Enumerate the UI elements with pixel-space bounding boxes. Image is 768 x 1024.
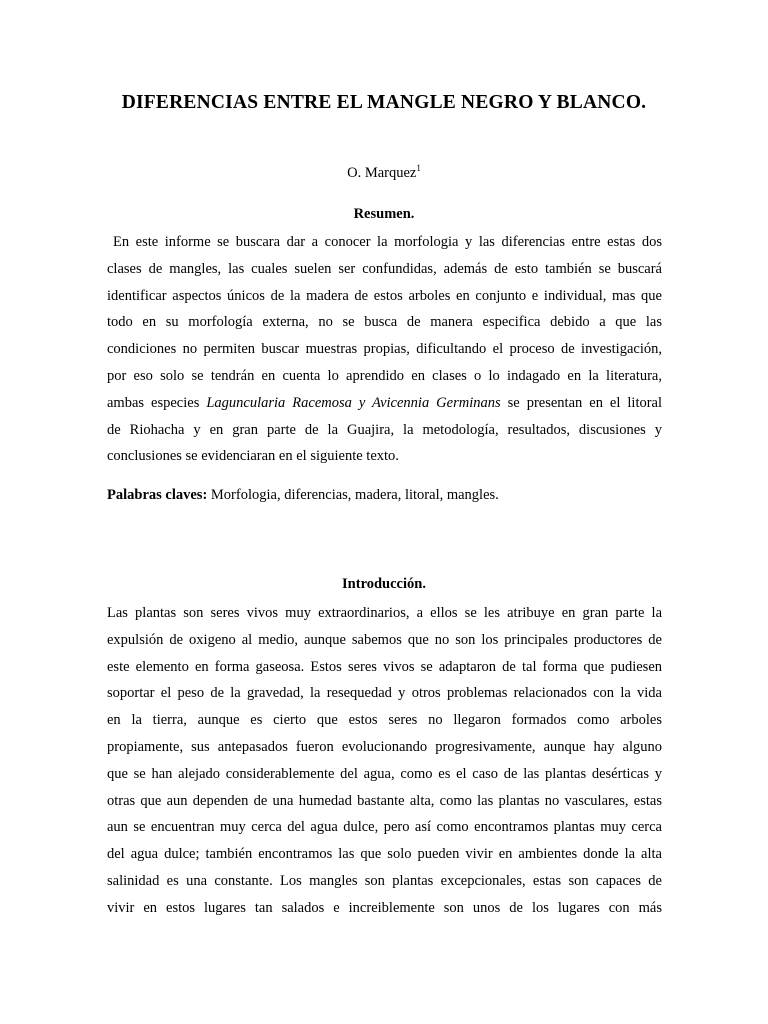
abstract-line: todo en su morfología externa, no se busca de manera especifica debido a que las	[107, 314, 662, 331]
introduction-line: este elemento en forma gaseosa. Estos seres vivos se adaptaron de tal forma que pudiesen	[107, 658, 662, 675]
author-name: O. Marquez	[347, 165, 417, 181]
species-intro-text: ambas especies	[107, 394, 200, 411]
introduction-line: vivir en estos lugares tan salados e increiblemente son unos de los lugares con más	[107, 899, 662, 916]
author-line	[0, 163, 768, 183]
introduction-line: salinidad es una constante. Los mangles son plantas excepcionales, estas son capaces de	[107, 872, 662, 889]
document-title: DIFERENCIAS ENTRE EL MANGLE NEGRO Y BLANCO.	[121, 92, 647, 113]
introduction-heading: Introducción.	[342, 576, 426, 592]
species-names: Laguncularia Racemosa y Avicennia Germinans	[206, 394, 501, 411]
abstract-line: En este informe se buscara dar a conocer la morfologia y las diferencias entre estas dos	[113, 234, 662, 250]
abstract-line: clases de mangles, las cuales suelen ser confundidas, además de esto también se buscará	[107, 260, 662, 277]
introduction-line: que se han alejado considerablemente del agua, como es el caso de las plantas desérticas y	[107, 765, 662, 782]
keywords-line	[107, 485, 662, 505]
abstract-heading: Resumen.	[353, 206, 415, 222]
abstract-line: condiciones no permiten buscar muestras propias, dificultando el proceso de investigación,	[107, 341, 662, 358]
author-footnote-marker: 1	[416, 163, 421, 173]
abstract-line: de Riohacha y en gran parte de la Guajira, la metodología, resultados, discusiones y	[107, 421, 662, 438]
abstract-body	[107, 229, 662, 470]
abstract-line: por eso solo se tendrán en cuenta lo aprendido en clases o lo indagado en la literatura,	[107, 367, 662, 384]
introduction-line: del agua dulce; también encontramos las que solo pueden vivir en ambientes donde la alta	[107, 846, 662, 863]
introduction-line: aun se encuentran muy cerca del agua dulce, pero así como encontramos plantas muy cerca	[107, 819, 662, 836]
introduction-line: Las plantas son seres vivos muy extraordinarios, a ellos se les atribuye en gran parte la	[107, 605, 662, 621]
introduction-line: soportar el peso de la gravedad, la resequedad y otros problemas relacionados con la vida	[107, 685, 662, 702]
introduction-line: propiamente, sus antepasados fueron evolucionando progresivamente, aunque hay alguno	[107, 738, 662, 755]
keywords-text: Morfologia, diferencias, madera, litoral, mangles.	[210, 487, 499, 503]
abstract-line-species	[107, 390, 662, 417]
introduction-line: expulsión de oxigeno al medio, aunque sabemos que no son los principales productores de	[107, 631, 662, 648]
keywords-label: Palabras claves:	[107, 487, 208, 503]
species-outro-text: se presentan en el litoral	[507, 394, 663, 411]
introduction-body	[107, 600, 662, 922]
introduction-line: otras que aun dependen de una humedad bastante alta, como las plantas no vasculares, estas	[107, 792, 662, 809]
abstract-line: conclusiones se evidenciaran en el siguiente texto.	[107, 448, 399, 465]
introduction-line: en la tierra, aunque es cierto que estos seres no llegaron formados como arboles	[107, 712, 662, 729]
abstract-line: identificar aspectos únicos de la madera de estos arboles en conjunto e individual, mas que	[107, 287, 662, 304]
